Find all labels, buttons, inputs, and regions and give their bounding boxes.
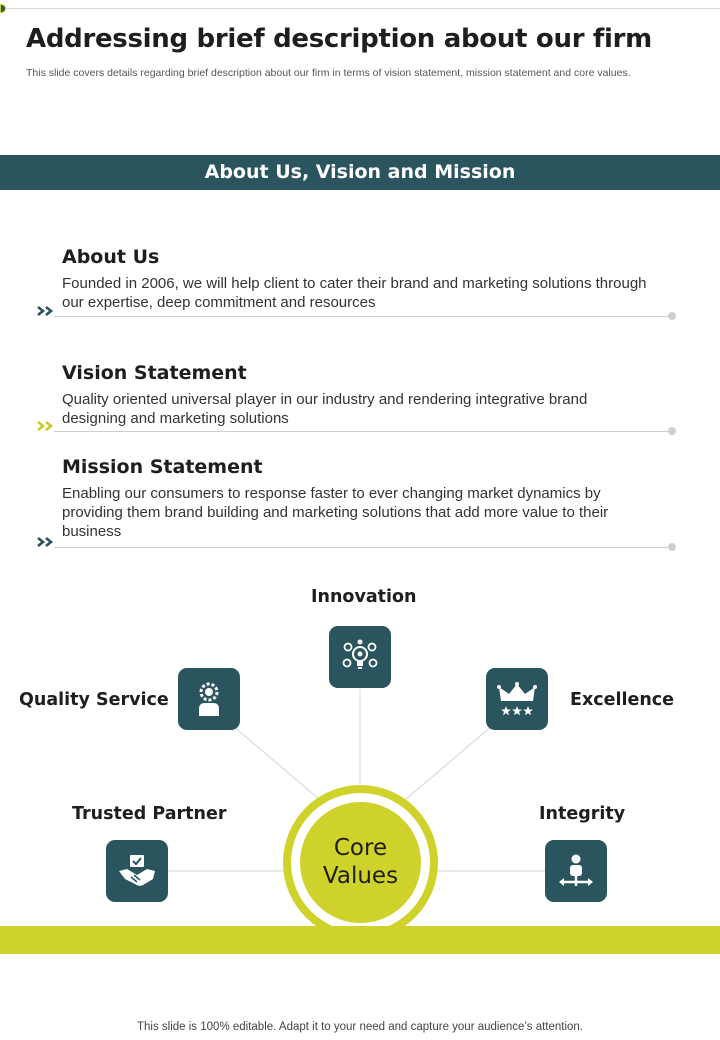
value-label-innovation: Innovation [311,587,417,607]
core-label-line1: Core [333,835,388,861]
footer-note: This slide is 100% editable. Adapt it to your need and capture your audience’s attention. [136,1021,584,1033]
trusted-partner-box [106,840,168,902]
crown-stars-icon [497,681,537,717]
page-title: Addressing brief description about our firm [26,24,652,54]
mission-text: Enabling our consumers to response faster to ever changing market dynamics by providing them brand building and marketing solutions that add more value to their business [62,485,609,540]
page-subtitle: This slide covers details regarding brief description about our firm in terms of vision statement, mission statement and core values. [26,67,631,79]
handshake-icon [117,853,157,889]
about-us-title: About Us [62,246,160,268]
section-banner: About Us, Vision and Mission [0,155,720,190]
excellence-box [486,668,548,730]
core-values-label [300,834,421,890]
person-balance-icon [558,853,594,889]
person-gear-icon [191,680,227,718]
core-label-line2: Values [322,863,399,889]
value-label-excellence: Excellence [570,690,675,710]
innovation-box [329,626,391,688]
value-label-quality-service: Quality Service [19,690,169,710]
vision-title: Vision Statement [62,362,247,384]
integrity-box [545,840,607,902]
value-label-trusted-partner: Trusted Partner [72,804,227,824]
vision-text: Quality oriented universal player in our industry and rendering integrative brand designing and marketing solutions [62,391,588,427]
quality-service-box [178,668,240,730]
about-us-text: Founded in 2006, we will help client to cater their brand and marketing solutions through our expertise, deep commitment and resources [62,275,647,311]
lightbulb-gears-icon [341,638,379,676]
value-label-integrity: Integrity [539,804,626,824]
mission-title: Mission Statement [62,456,263,478]
bottom-accent-band [0,926,720,954]
